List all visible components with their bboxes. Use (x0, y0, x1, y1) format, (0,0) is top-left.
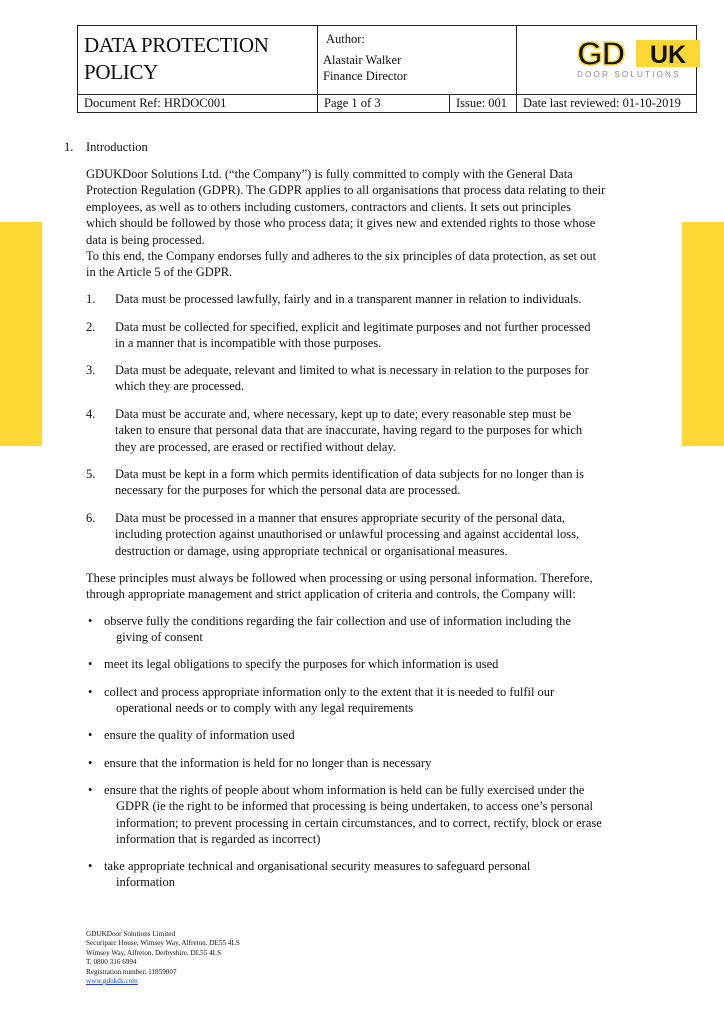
title-line-2: POLICY (84, 60, 159, 84)
principle-item: Data must be accurate and, where necessary, kept up to date; every reasonable step must be taken to ensure that personal data that are inaccurate, having regard to the purposes for which they are processed, are erased or rectified without delay. (115, 407, 583, 454)
section-number: 1. (64, 140, 74, 154)
author-label: Author: (326, 32, 365, 46)
intro-line: To this end, the Company endorses fully and adheres to the six principles of data protection, as set out (86, 249, 597, 264)
footer-phone: T. 0800 316 6994 (86, 958, 137, 967)
logo-subtitle: DOOR SOLUTIONS (577, 70, 681, 78)
principle-number: 4. (86, 407, 96, 421)
intro-line: Protection Regulation (GDPR). The GDPR applies to all organisations that process data relating to their (86, 183, 606, 198)
logo-cell (517, 26, 697, 95)
intro-line: in the Article 5 of the GDPR. (86, 265, 233, 280)
page-footer (86, 930, 240, 986)
commitment-item: observe fully the conditions regarding the fair collection and use of information including the giving of consent (104, 614, 571, 645)
bullet-icon: • (88, 614, 93, 628)
intro-line: employees, as well as to others including customers, contractors and clients. It sets out principles (86, 199, 571, 214)
principle-number: 2. (86, 320, 96, 334)
footer-address-1: Securiparc House, Wimsey Way, Alfreton. DE55 4LS (86, 939, 240, 948)
principle-item: Data must be processed lawfully, fairly and in a transparent manner in relation to individuals. (115, 292, 582, 306)
principle-item: Data must be kept in a form which permits identification of data subjects for no longer than is necessary for the purposes for which the personal data are processed. (115, 467, 584, 498)
commitment-item: collect and process appropriate information only to the extent that it is needed to fulfil our operational needs or to comply with any legal requirements (104, 685, 555, 716)
page-indicator: Page 1 of 3 (318, 95, 450, 113)
intro-paragraph (86, 166, 605, 281)
commitment-item: take appropriate technical and organisational security measures to safeguard personal information (104, 859, 531, 890)
commitment-item: meet its legal obligations to specify the purposes for which information is used (104, 657, 499, 671)
principle-number: 3. (86, 363, 96, 377)
principle-number: 6. (86, 511, 96, 525)
bullet-icon: • (88, 657, 93, 671)
principle-item: Data must be adequate, relevant and limited to what is necessary in relation to the purposes for which they are processed. (115, 363, 589, 394)
logo-gd-text: GD (577, 36, 625, 72)
author-name: Alastair Walker (323, 53, 402, 67)
footer-company: GDUKDoor Solutions Limited (86, 930, 176, 938)
document-header-table (77, 25, 697, 113)
footer-address-2: Wimsey Way, Alfreton, Derbyshire. DL55 4LS (86, 948, 222, 957)
date-reviewed: Date last reviewed: 01-10-2019 (517, 95, 697, 113)
logo-uk-text: UK (649, 41, 687, 69)
commitment-item: ensure the quality of information used (104, 728, 295, 742)
bullet-icon: • (88, 728, 93, 742)
author-cell (318, 26, 517, 95)
author-role: Finance Director (323, 69, 408, 83)
section-heading: Introduction (86, 140, 148, 154)
intro-line: data is being processed. (86, 232, 205, 247)
issue-number: Issue: 001 (450, 95, 517, 113)
title-line-1: DATA PROTECTION (84, 33, 269, 57)
bullet-icon: • (88, 685, 93, 699)
bullet-icon: • (88, 859, 93, 873)
footer-website-link[interactable]: www.gdukds.com (86, 977, 138, 986)
document-ref: Document Ref: HRDOC001 (78, 95, 318, 113)
bullet-icon: • (88, 783, 93, 797)
intro-line: which should be followed by those who process data; it gives new and extended rights to those whose (86, 216, 596, 231)
principles-followup-paragraph: These principles must always be followed when processing or using personal information. Therefore, through appropriate management and strict application of criteria and controls, the Company will: (86, 571, 593, 602)
bullet-icon: • (88, 756, 93, 770)
commitment-item: ensure that the rights of people about whom information is held can be fully exercised under the GDPR (ie the right to be informed that processing is being undertaken, to access one’s personal information; to prevent processing in certain circumstances, and to correct, rectify, block or erase information that is regarded as incorrect) (104, 783, 602, 847)
footer-registration: Registration number. 11859007 (86, 967, 177, 976)
gduk-logo (577, 36, 707, 78)
document-title (78, 26, 318, 95)
principle-number: 5. (86, 467, 96, 481)
right-brand-bar (682, 222, 724, 446)
principle-number: 1. (86, 292, 96, 306)
commitment-item: ensure that the information is held for no longer than is necessary (104, 756, 432, 770)
left-brand-bar (0, 222, 42, 446)
principle-item: Data must be processed in a manner that ensures appropriate security of the personal data, including protection against unauthorised or unlawful processing and against accidental loss, destruction or damage, using appropriate technical or organisational measures. (115, 511, 580, 558)
principle-item: Data must be collected for specified, explicit and legitimate purposes and not further processed in a manner that is incompatible with those purposes. (115, 320, 591, 351)
intro-line: GDUKDoor Solutions Ltd. (“the Company”) is fully committed to comply with the General Data (86, 167, 573, 181)
